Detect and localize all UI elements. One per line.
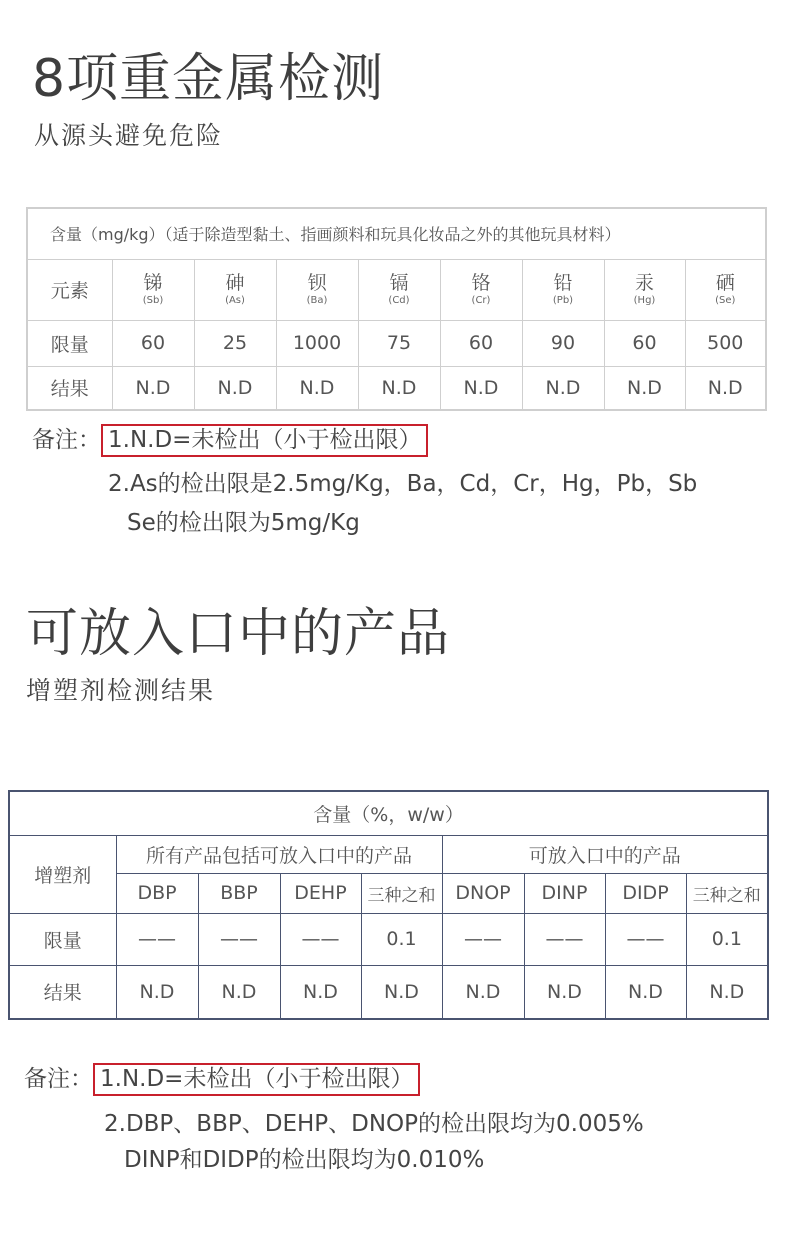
element-symbol: (Hg): [633, 294, 656, 306]
element-symbol: (Cd): [388, 294, 410, 306]
limit-cell: 60: [604, 320, 685, 366]
nd-note: 1.N.D=未检出（小于检出限）: [100, 1066, 414, 1092]
result-cell: N.D: [685, 366, 766, 410]
nd-note-box: [93, 1063, 420, 1096]
detection-limit-note-cont: Se的检出限为5mg/Kg: [127, 510, 360, 536]
element-symbol: (Cr): [471, 294, 491, 306]
result-cell: N.D: [280, 965, 361, 1019]
element-symbol: (Pb): [552, 294, 574, 306]
element-symbol: (Se): [715, 294, 736, 306]
result-cell: N.D: [604, 366, 685, 410]
section2-subtitle: 增塑剂检测结果: [26, 676, 216, 705]
element-cell: [522, 259, 604, 320]
limit-cell: ——: [605, 913, 686, 965]
nd-note: 1.N.D=未检出（小于检出限）: [108, 427, 422, 453]
element-symbol: (As): [225, 294, 245, 306]
result-cell: N.D: [440, 366, 522, 410]
nd-note-box: [101, 424, 428, 457]
col-name: BBP: [198, 873, 280, 913]
limit-cell: 25: [194, 320, 276, 366]
section1-subtitle: 从源头避免危险: [34, 121, 224, 150]
element-name: 铬: [471, 271, 491, 294]
col-name: DBP: [116, 873, 198, 913]
detection-limit-note: 2.As的检出限是2.5mg/Kg，Ba，Cd，Cr，Hg，Pb，Sb: [108, 471, 698, 497]
element-name: 硒: [715, 271, 735, 294]
element-cell: [685, 259, 766, 320]
element-row: [27, 259, 766, 320]
result-cell: N.D: [276, 366, 358, 410]
element-name: 镉: [389, 271, 409, 294]
limit-cell: 0.1: [686, 913, 768, 965]
limit-row: [27, 320, 766, 366]
element-name: 铅: [553, 271, 573, 294]
col-name: DNOP: [442, 873, 524, 913]
result-row: [27, 366, 766, 410]
notes1: [32, 424, 428, 457]
limit-cell: 90: [522, 320, 604, 366]
result-cell: N.D: [686, 965, 768, 1019]
row-label-limit: 限量: [27, 320, 112, 366]
element-cell: [276, 259, 358, 320]
result-row: [9, 965, 768, 1019]
limit-cell: 60: [440, 320, 522, 366]
col-name: DIDP: [605, 873, 686, 913]
section2-title: 可放入口中的产品: [26, 604, 451, 664]
element-name: 汞: [634, 271, 654, 294]
col-name: 三种之和: [361, 873, 442, 913]
limit-cell: ——: [280, 913, 361, 965]
element-cell: [440, 259, 522, 320]
group-mouth-products: 可放入口中的产品: [442, 835, 768, 873]
limit-cell: 60: [112, 320, 194, 366]
col-name: DINP: [524, 873, 605, 913]
group-all-products: 所有产品包括可放入口中的产品: [116, 835, 442, 873]
result-cell: N.D: [358, 366, 440, 410]
col-name: DEHP: [280, 873, 361, 913]
detection-limit-note: 2.DBP、BBP、DEHP、DNOP的检出限均为0.005%: [104, 1111, 644, 1137]
limit-cell: 500: [685, 320, 766, 366]
limit-cell: 75: [358, 320, 440, 366]
element-symbol: (Sb): [142, 294, 164, 306]
element-cell: [112, 259, 194, 320]
limit-cell: ——: [198, 913, 280, 965]
table-header: 含量（mg/kg）（适于除造型黏土、指画颜料和玩具化妆品之外的其他玩具材料）: [27, 208, 766, 259]
limit-row: [9, 913, 768, 965]
result-cell: N.D: [442, 965, 524, 1019]
section1-title: 8项重金属检测: [32, 49, 385, 109]
limit-cell: ——: [116, 913, 198, 965]
result-cell: N.D: [522, 366, 604, 410]
element-symbol: (Ba): [306, 294, 328, 306]
row-label-result: 结果: [27, 366, 112, 410]
table2-header: 含量（%，w/w）: [9, 791, 768, 835]
element-cell: [604, 259, 685, 320]
notes2: [24, 1063, 420, 1096]
limit-cell: 1000: [276, 320, 358, 366]
heavy-metal-table: [26, 207, 767, 411]
element-cell: [358, 259, 440, 320]
limit-cell: ——: [442, 913, 524, 965]
element-name: 砷: [225, 271, 245, 294]
notes-label: 备注：: [24, 1066, 93, 1092]
row-header-plasticizer: 增塑剂: [9, 835, 116, 913]
notes-label: 备注：: [32, 427, 101, 453]
result-cell: N.D: [112, 366, 194, 410]
element-name: 锑: [143, 271, 163, 294]
column-name-row: [9, 873, 768, 913]
col-name: 三种之和: [686, 873, 768, 913]
result-cell: N.D: [361, 965, 442, 1019]
row-label-element: 元素: [27, 259, 112, 320]
limit-cell: 0.1: [361, 913, 442, 965]
detection-limit-note-cont: DINP和DIDP的检出限均为0.010%: [124, 1147, 485, 1173]
result-cell: N.D: [198, 965, 280, 1019]
result-cell: N.D: [524, 965, 605, 1019]
row-label-result: 结果: [9, 965, 116, 1019]
element-cell: [194, 259, 276, 320]
result-cell: N.D: [605, 965, 686, 1019]
element-name: 钡: [307, 271, 327, 294]
result-cell: N.D: [194, 366, 276, 410]
result-cell: N.D: [116, 965, 198, 1019]
plasticizer-table: [8, 790, 769, 1020]
limit-cell: ——: [524, 913, 605, 965]
row-label-limit: 限量: [9, 913, 116, 965]
